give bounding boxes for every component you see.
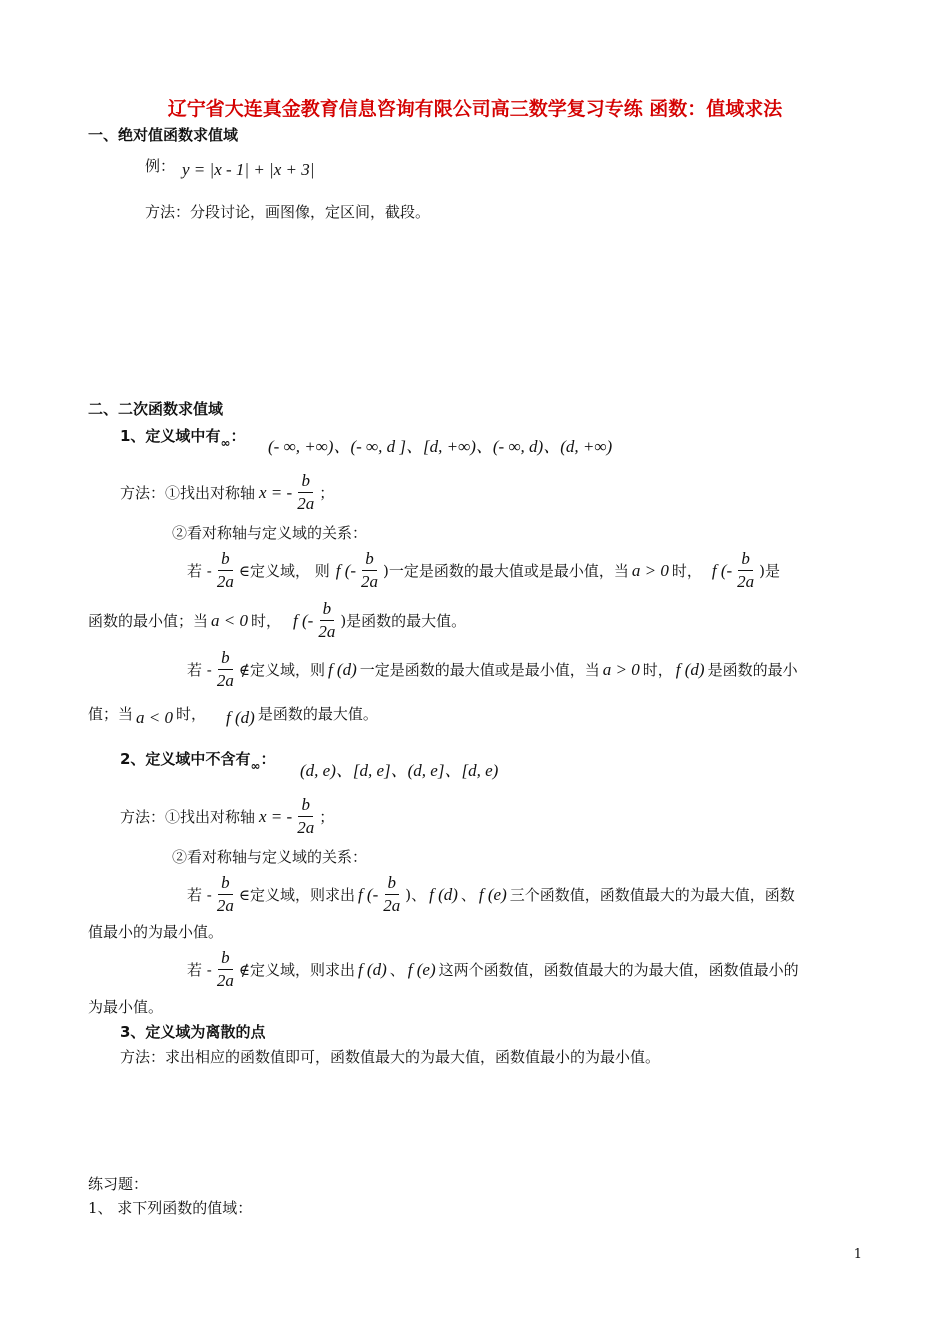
f-d: f (d) (675, 659, 705, 679)
f-d: f (d) (429, 884, 458, 904)
case-text: 是函数的最大值。 (257, 704, 378, 723)
sub1-intervals: (- ∞, +∞)、(- ∞, d ]、[d, +∞)、(- ∞, d)、(d, +∞) (268, 437, 613, 456)
f-d: f (d) (357, 959, 387, 979)
separator: 、 (460, 886, 476, 904)
sub1-method-prefix: 方法：①找出对称轴 (120, 484, 256, 502)
fraction-b-over-2a (214, 872, 237, 917)
axis-lhs: x = - (259, 482, 293, 502)
not-in-domain-text: ∉定义域，则求出 (238, 961, 355, 979)
case-text: 时， (642, 661, 673, 679)
axis-lhs: x = - (259, 806, 293, 826)
f-neg: f (- (335, 560, 357, 580)
sub1-step2: ②看对称轴与定义域的关系： (172, 524, 368, 542)
frac-num: b (218, 647, 233, 670)
condition-a-negative: a < 0 (136, 708, 173, 727)
sub2-case2-line1 (187, 947, 799, 992)
sub2-method-prefix: 方法：①找出对称轴 (120, 808, 256, 826)
condition-a-positive: a > 0 (631, 560, 669, 580)
case-text: 三个函数值，函数值最大的为最大值，函数 (509, 886, 795, 904)
frac-den: 2a (297, 494, 315, 513)
sub2-heading-text: 2、定义域中不含有 (120, 750, 251, 768)
case-text: 值；当 (88, 704, 134, 723)
case-text: 时， (176, 704, 207, 723)
sub3-method: 方法：求出相应的函数值即可，函数值最大的为最大值，函数值最小的为最小值。 (120, 1048, 661, 1066)
fraction-b-over-2a (380, 872, 403, 917)
sub1-case1-line1 (187, 548, 780, 593)
frac-num: b (218, 872, 233, 895)
frac-num: b (218, 947, 233, 970)
sub1-case2-line1 (187, 647, 798, 692)
in-domain-text: ∈定义域，则求出 (238, 886, 355, 904)
fraction-b-over-2a (294, 470, 317, 515)
case-text: 这两个函数值，函数值最大的为最大值，函数值最小的 (438, 961, 799, 979)
sub2-case1-line1 (187, 872, 795, 917)
fraction-b-over-2a (214, 947, 237, 992)
frac-num: b (738, 548, 753, 571)
case-text: )、 (405, 886, 427, 904)
section-2-heading: 二、二次函数求值域 (88, 400, 224, 418)
condition-a-positive: a > 0 (602, 659, 640, 679)
page-number: 1 (853, 1247, 862, 1262)
sub2-colon: ： (260, 750, 276, 768)
condition-a-negative: a < 0 (211, 610, 248, 630)
frac-num: b (298, 470, 313, 493)
f-neg: f (- (711, 560, 733, 580)
fraction-b-over-2a (734, 548, 757, 593)
frac-den: 2a (216, 971, 234, 990)
frac-den: 2a (216, 572, 234, 591)
sub3-heading: 3、定义域为离散的点 (120, 1023, 266, 1041)
case-text: )是 (759, 562, 781, 580)
fraction-b-over-2a (294, 794, 317, 839)
sub1-heading-text: 1、定义域中有 (120, 427, 221, 445)
frac-num: b (298, 794, 313, 817)
case-text: 是函数的最小 (707, 661, 798, 679)
f-d: f (d) (327, 659, 357, 679)
frac-den: 2a (216, 896, 234, 915)
exercise-1: 1、 求下列函数的值域： (88, 1199, 253, 1217)
document-title: 辽宁省大连真金教育信息咨询有限公司高三数学复习专练 函数：值域求法 (167, 98, 783, 120)
frac-den: 2a (737, 572, 755, 591)
if-text: 若 - (187, 886, 212, 904)
sub2-case1-line2: 值最小的为最小值。 (88, 923, 224, 941)
example-formula: y = |x - 1| + |x + 3| (182, 160, 315, 179)
frac-den: 2a (383, 896, 401, 915)
sub2-intervals: (d, e)、[d, e]、(d, e]、[d, e) (300, 761, 499, 780)
frac-num: b (320, 598, 335, 621)
fraction-b-over-2a (214, 548, 237, 593)
section-1-method: 方法：分段讨论，画图像，定区间，截段。 (145, 203, 431, 221)
example-label: 例： (145, 157, 176, 175)
case-text: 一定是函数的最大值或是最小值，当 (359, 661, 600, 679)
sub2-heading (120, 748, 275, 773)
fraction-b-over-2a (358, 548, 381, 593)
not-in-domain-text: ∉定义域，则 (238, 661, 325, 679)
case-text: )一定是函数的最大值或是最小值，当 (383, 562, 629, 580)
infinity-symbol: ∞ (250, 759, 261, 773)
frac-den: 2a (297, 818, 315, 837)
fraction-b-over-2a (315, 598, 338, 643)
sub2-method-line (120, 794, 334, 839)
frac-den: 2a (361, 572, 379, 591)
sub2-step2: ②看对称轴与定义域的关系： (172, 848, 368, 866)
case-text: )是函数的最大值。 (340, 612, 467, 630)
if-text: 若 - (187, 562, 212, 580)
sub1-case2-line2 (88, 698, 378, 728)
sub1-colon: ： (230, 427, 246, 445)
in-domain-text: ∈定义域， 则 (238, 562, 330, 580)
fraction-b-over-2a (214, 647, 237, 692)
infinity-symbol: ∞ (220, 436, 231, 450)
frac-num: b (385, 872, 400, 895)
exercises-heading: 练习题： (88, 1175, 149, 1193)
sub1-case1-line2 (88, 598, 466, 643)
case-text: 函数的最小值；当 (88, 612, 209, 630)
case-text: 时， (671, 562, 702, 580)
separator: 、 (389, 961, 405, 979)
frac-den: 2a (318, 622, 336, 641)
sub2-case2-line2: 为最小值。 (88, 998, 164, 1016)
f-e: f (e) (478, 884, 507, 904)
f-d: f (d) (226, 708, 255, 727)
sub1-heading (120, 425, 245, 450)
semicolon: ； (319, 808, 335, 826)
f-neg: f (- (357, 884, 379, 904)
case-text: 时， (251, 612, 282, 630)
section-1-heading: 一、绝对值函数求值域 (88, 126, 239, 144)
if-text: 若 - (187, 661, 212, 679)
if-text: 若 - (187, 961, 212, 979)
f-neg: f (- (293, 610, 314, 630)
f-e: f (e) (407, 959, 436, 979)
frac-num: b (218, 548, 233, 571)
semicolon: ； (319, 484, 335, 502)
sub1-method-line (120, 470, 334, 515)
frac-den: 2a (216, 671, 234, 690)
frac-num: b (362, 548, 377, 571)
